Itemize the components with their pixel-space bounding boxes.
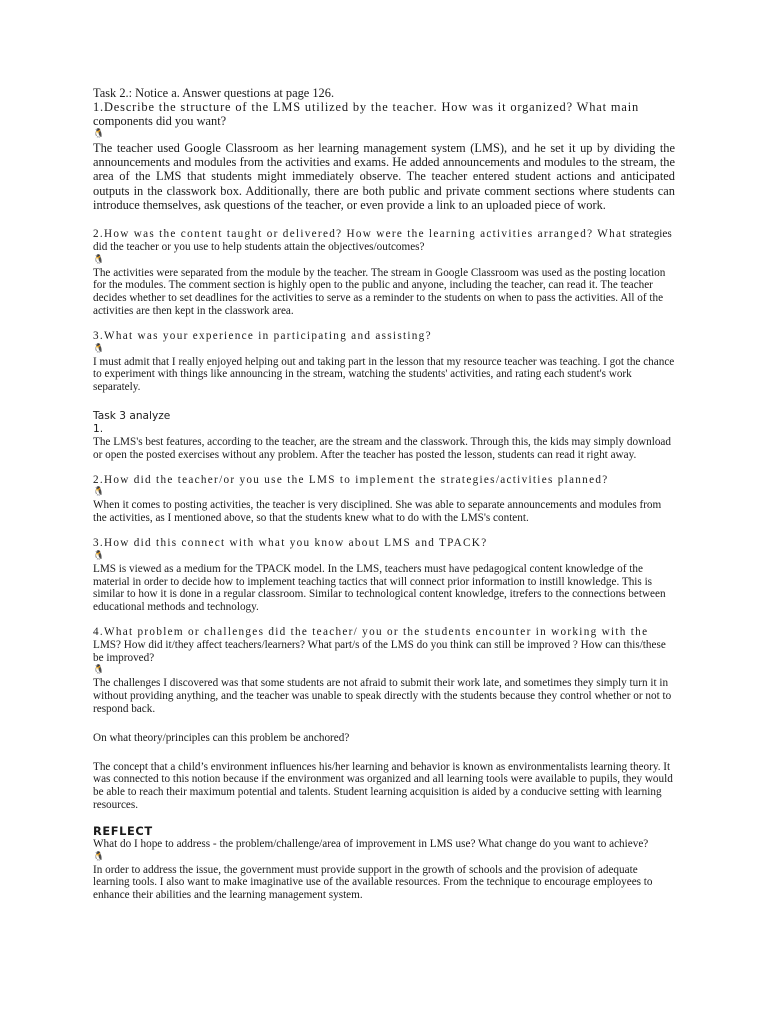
penguin-icon: 🐧 xyxy=(93,487,105,498)
document-page xyxy=(93,86,675,902)
task2-answer-3: I must admit that I really enjoyed helping out and taking part in the lesson that my resource teacher was teaching. I got the chance to experiment with things like announcing in the stream, watching the students' activities, and rating each student's work separately. xyxy=(93,355,675,394)
task3-question-5: On what theory/principles can this problem be anchored? xyxy=(93,731,350,744)
reflect-question: What do I hope to address - the problem/challenge/area of improvement in LMS use? What change do you want to achieve? xyxy=(93,837,649,850)
task2-answer-1: The teacher used Google Classroom as her learning management system (LMS), and he set it up by dividing the announcements and modules from the activities and exams. He added announcements and modules to the stream, the area of the LMS that students might immediately observe. The teacher entered student actions and anticipated outputs in the classwork box. Additionally, there are both public and private comment sections where students can introduce themselves, ask questions of the teacher, or even provide a link to an uploaded piece of work. xyxy=(93,141,675,212)
task3-answer-2: When it comes to posting activities, the teacher is very disciplined. She was able to separate announcements and modules from the activities, as I mentioned above, so that the students knew what to do with the LMS's content. xyxy=(93,499,662,525)
task2-title: Task 2.: Notice a. Answer questions at page 126. xyxy=(93,86,335,100)
task2-question-2 xyxy=(93,228,675,254)
task3-question-3: 3.How did this connect with what you know about LMS and TPACK? xyxy=(93,536,488,549)
penguin-icon: 🐧 xyxy=(93,851,105,862)
task3-answer-1: The LMS's best features, according to the teacher, are the stream and the classwork. Through this, the kids may simply download or open the posted exercises without any problem. After the teacher has posted the lesson, students can read it right away. xyxy=(93,435,671,461)
task3-title: Task 3 analyze xyxy=(93,409,171,422)
task2-question-3: 3.What was your experience in participating and assisting? xyxy=(93,329,432,342)
task3-number-1: 1. xyxy=(93,422,104,435)
task2-question-1-prefix: 1.Describe the structure of the LMS utilized by the teacher. How was it organized? What main xyxy=(93,100,640,114)
task3-question-4-rest: LMS? How did it/they affect teachers/learners? What part/s of the LMS do you think can still be improved ? How can this/these be improved? xyxy=(93,638,666,664)
penguin-icon: 🐧 xyxy=(93,343,105,354)
task2-answer-2: The activities were separated from the module by the teacher. The stream in Google Classroom was used as the posting location for the modules. The comment section is highly open to the public and anyone, including the teacher, can read it. The teacher decides whether to set deadlines for the activities to serve as a reminder to the students on when to pass the activities. All of the activities are then kept in the classwork area. xyxy=(93,266,666,317)
task2-question-1 xyxy=(93,100,675,128)
task2-question-2-rest: strategies did the teacher or you use to help students attain the objectives/outcomes? xyxy=(93,228,672,253)
task2-question-1-suffix: components did you want? xyxy=(93,114,227,128)
reflect-title: REFLECT xyxy=(93,823,153,838)
penguin-icon: 🐧 xyxy=(93,550,105,561)
task3-question-2: 2.How did the teacher/or you use the LMS to implement the strategies/activities planned? xyxy=(93,473,609,486)
task3-answer-4: The challenges I discovered was that some students are not afraid to submit their work late, and sometimes they simply turn it in without providing anything, and the teacher was unable to speak directly with the students because they control whether or not to respond back. xyxy=(93,677,672,715)
reflect-answer: In order to address the issue, the government must provide support in the growth of schools and the provision of adequate learning tools. I also want to make imaginative use of the available resources. From the technique to encourage employees to enhance their abilities and the learning management system. xyxy=(93,863,653,902)
task3-answer-5: The concept that a child’s environment influences his/her learning and behavior is known as environmentalists learning theory. It was connected to this notion because if the environment was organized and all learning tools were available to pupils, they would be able to reach their maximum potential and talents. Student learning acquisition is aided by a conducive setting with learning resources. xyxy=(93,760,673,811)
penguin-icon: 🐧 xyxy=(93,129,105,139)
task2-question-2-spaced: 2.How was the content taught or delivered? How were the learning activities arranged? What xyxy=(93,228,627,241)
task3-question-4-spaced: 4.What problem or challenges did the teacher/ you or the students encounter in working with the xyxy=(93,625,649,638)
penguin-icon: 🐧 xyxy=(93,665,105,676)
task3-question-4 xyxy=(93,626,675,664)
task3-answer-3: LMS is viewed as a medium for the TPACK model. In the LMS, teachers must have pedagogical content knowledge of the material in order to decide how to implement teaching tactics that will connect prior information to instill knowledge. This is similar to how it is done in a regular classroom. Similar to technological content knowledge, itrefers to the connections between educational methods and technology. xyxy=(93,562,666,614)
penguin-icon: 🐧 xyxy=(93,254,105,265)
